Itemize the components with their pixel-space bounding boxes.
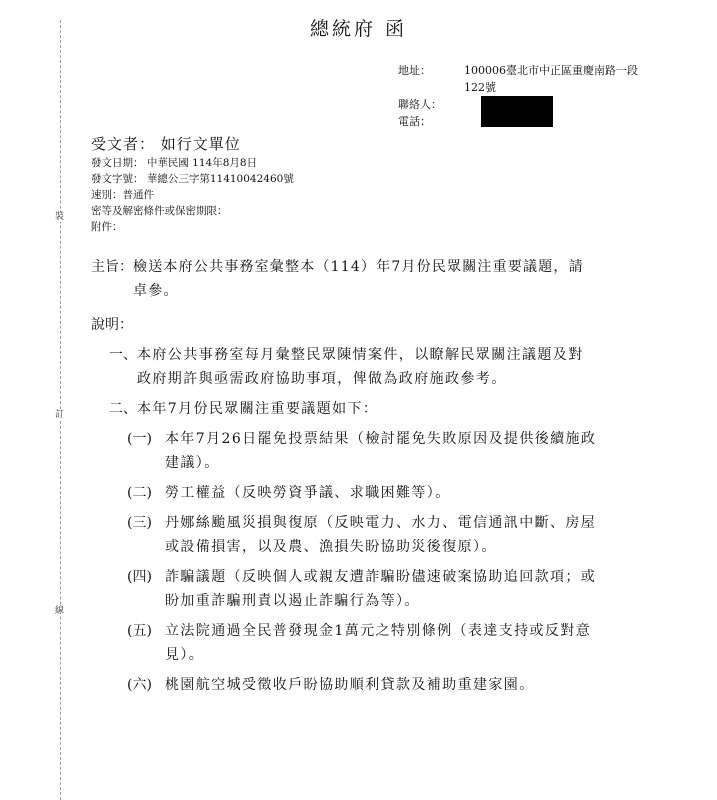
subitem-text: 桃園航空城受徵收戶盼協助順利貸款及補助重建家園。 <box>165 677 535 693</box>
binding-mark-zhuang: 裝 <box>55 212 65 222</box>
delivery-speed: 速別：普通件 <box>91 189 154 201</box>
subitem-text: 詐騙議題（反映個人或親友遭詐騙盼儘速破案協助追回款項；或盼加重詐騙刑責以遏止詐騙行為等）。 <box>165 569 597 609</box>
subitem-number: (五) <box>127 623 152 639</box>
address-value: 100006臺北市中正區重慶南路一段122號 <box>464 64 638 94</box>
sub-list-item <box>91 481 611 505</box>
recipient: 受文者： 如行文單位 <box>91 135 241 153</box>
binding-mark-xian: 線 <box>55 606 65 616</box>
subitem-text: 勞工權益（反映勞資爭議、求職困難等）。 <box>165 485 451 501</box>
document-title: 總統府 函 <box>309 18 408 40</box>
address-label: 地址： <box>398 64 431 77</box>
sub-list-item <box>91 565 611 613</box>
subitem-number: (六) <box>127 677 152 693</box>
subitem-number: (二) <box>127 485 152 501</box>
subject-label: 主旨： <box>91 259 133 275</box>
item-number: 一、 <box>109 347 137 363</box>
issue-number: 發文字號： 華總公三字第11410042460號 <box>91 173 294 185</box>
phone-label: 電話： <box>398 115 431 128</box>
binding-mark-ding: 訂 <box>55 410 65 420</box>
subitem-number: (一) <box>127 431 152 447</box>
sub-list-item <box>91 673 611 697</box>
sub-list-item <box>91 619 611 667</box>
item-text: 本府公共事務室每月彙整民眾陳情案件，以瞭解民眾關注議題及對政府期許與亟需政府協助事項，俾做為政府施政參考。 <box>137 347 584 387</box>
subitem-text: 丹娜絲颱風災損與復原（反映電力、水力、電信通訊中斷、房屋或設備損害，以及農、漁損失盼協助災後復原）。 <box>165 515 597 555</box>
issue-date: 發文日期： 中華民國 114年8月8日 <box>91 157 258 169</box>
subject <box>91 255 611 303</box>
item-number: 二、 <box>109 401 137 417</box>
subitem-number: (三) <box>127 515 152 531</box>
subitem-number: (四) <box>127 569 152 585</box>
explanation-label: 說明： <box>91 317 133 333</box>
subject-text: 檢送本府公共事務室彙整本（114）年7月份民眾關注重要議題，請卓參。 <box>133 259 584 299</box>
contact-person-label: 聯絡人： <box>398 98 442 111</box>
item-text: 本年7月份民眾關注重要議題如下： <box>137 401 379 417</box>
subitem-text: 立法院通過全民普發現金1萬元之特別條例（表達支持或反對意見）。 <box>165 623 592 663</box>
security-level: 密等及解密條件或保密期限： <box>91 205 228 217</box>
attachment: 附件： <box>91 221 123 233</box>
document-body <box>91 255 611 697</box>
sub-list-item <box>91 427 611 475</box>
subitem-text: 本年7月26日罷免投票結果（檢討罷免失敗原因及提供後續施政建議）。 <box>165 431 597 471</box>
redaction-box <box>481 96 553 127</box>
sub-list-item <box>91 511 611 559</box>
list-item <box>91 397 611 421</box>
meta-block <box>91 155 294 235</box>
list-item <box>91 343 611 391</box>
